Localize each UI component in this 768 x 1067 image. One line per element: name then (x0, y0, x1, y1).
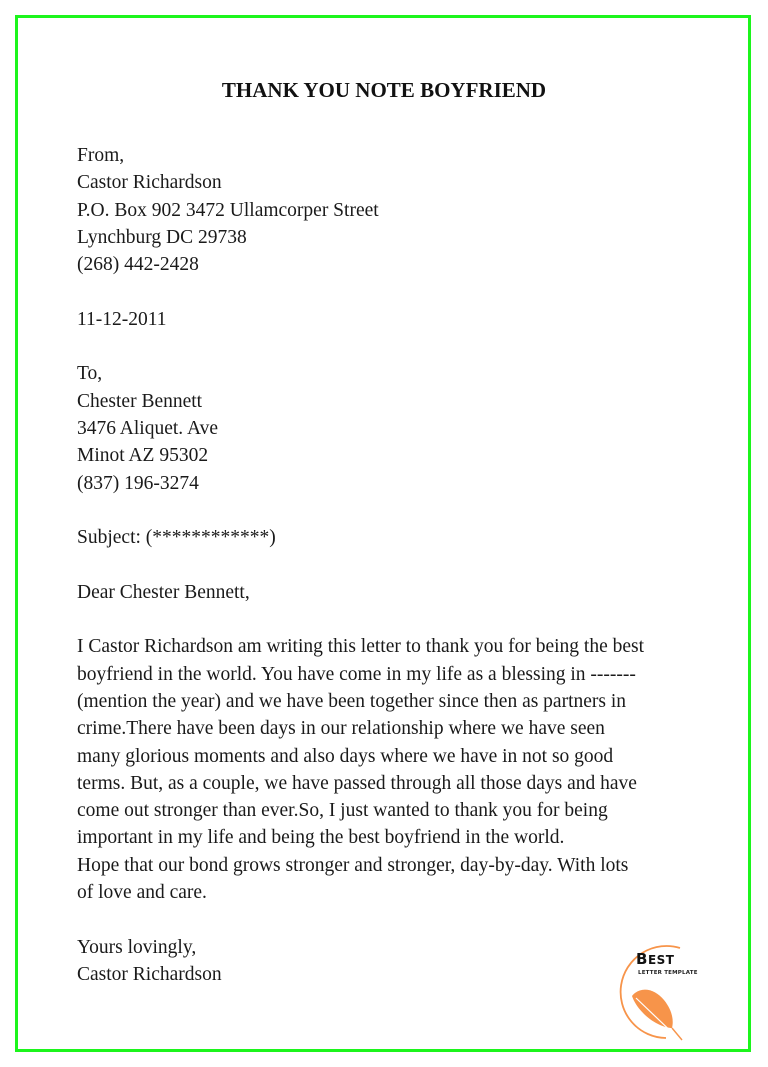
recipient-address-line2: Minot AZ 95302 (77, 445, 209, 467)
body-line: important in my life and being the best boyfriend in the world. (77, 827, 565, 849)
letter-date: 11-12-2011 (77, 308, 167, 330)
logo-brand: BEST (636, 950, 675, 968)
body-line: (mention the year) and we have been together since then as partners in (77, 690, 627, 712)
recipient-block (77, 360, 697, 496)
sender-block (77, 142, 697, 278)
body-line: many glorious moments and also days where we have in not so good (77, 745, 614, 767)
body-line: come out stronger than ever.So, I just wanted to thank you for being (77, 800, 608, 822)
body-line: crime.There have been days in our relationship where we have seen (77, 718, 605, 740)
body-line: boyfriend in the world. You have come in my life as a blessing in ------- (77, 663, 636, 685)
logo-tagline: LETTER TEMPLATE (638, 970, 698, 976)
body-line: of love and care. (77, 882, 207, 904)
sender-name: Castor Richardson (77, 172, 222, 194)
recipient-name: Chester Bennett (77, 390, 203, 412)
salutation: Dear Chester Bennett, (77, 581, 250, 603)
sender-label: From, (77, 145, 125, 166)
body-line: Hope that our bond grows stronger and stronger, day-by-day. With lots (77, 854, 629, 876)
body-line: I Castor Richardson am writing this letter to thank you for being the best (77, 636, 645, 658)
signature: Castor Richardson (77, 963, 222, 985)
recipient-address-line1: 3476 Aliquet. Ave (77, 417, 219, 439)
recipient-phone: (837) 196-3274 (77, 472, 199, 494)
body-line: terms. But, as a couple, we have passed through all those days and have (77, 772, 637, 794)
letter-body (77, 633, 697, 906)
sender-address-line2: Lynchburg DC 29738 (77, 226, 247, 248)
sender-phone: (268) 442-2428 (77, 254, 199, 276)
document-title: THANK YOU NOTE BOYFRIEND (221, 78, 547, 102)
recipient-label: To, (77, 363, 103, 385)
closing: Yours lovingly, (77, 936, 197, 958)
subject-line: Subject: (************) (77, 527, 276, 549)
letter-content (77, 142, 697, 988)
sender-address-line1: P.O. Box 902 3472 Ullamcorper Street (77, 199, 379, 221)
